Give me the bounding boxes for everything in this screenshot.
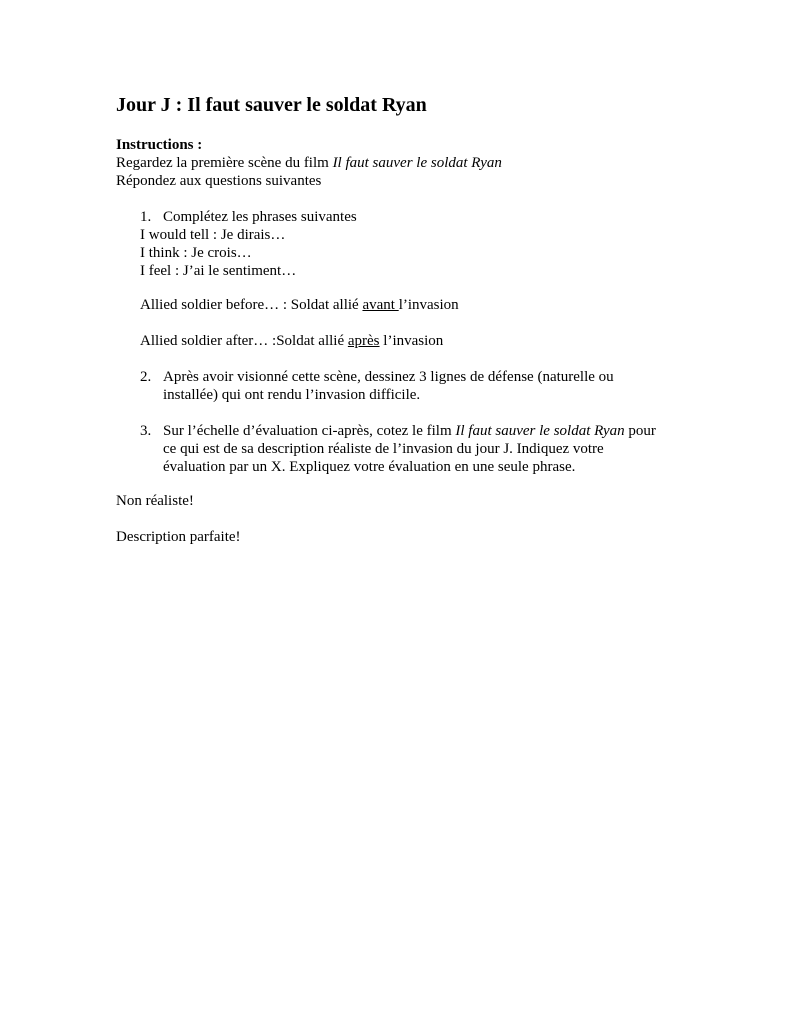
- scale-low-label: Non réaliste!: [116, 493, 194, 509]
- instructions-line-2: Répondez aux questions suivantes: [116, 173, 322, 189]
- allied-soldier-after: [140, 332, 443, 350]
- film-title-q3: Il faut sauver le soldat Ryan: [455, 423, 625, 439]
- question-3-prefix: Sur l’échelle d’évaluation ci-après, cotez le film: [163, 423, 456, 439]
- phrase-feel: I feel : J’ai le sentiment…: [140, 263, 297, 279]
- after-suffix: l’invasion: [379, 333, 444, 349]
- before-prefix: Allied soldier before… : Soldat allié: [140, 297, 363, 313]
- scale-high-label: Description parfaite!: [116, 529, 241, 545]
- instructions-line-1: [116, 154, 502, 172]
- phrase-think: I think : Je crois…: [140, 245, 252, 261]
- question-3-suffix: pour: [624, 423, 656, 439]
- question-2-line-1: Après avoir visionné cette scène, dessinez 3 lignes de défense (naturelle ou: [163, 369, 614, 385]
- before-word: avant: [362, 297, 399, 313]
- before-suffix: l’invasion: [398, 297, 459, 313]
- question-1-text: Complétez les phrases suivantes: [163, 209, 357, 225]
- question-2-number: 2.: [140, 369, 152, 385]
- question-3-line-2: ce qui est de sa description réaliste de l’invasion du jour J. Indiquez votre: [163, 441, 604, 457]
- after-prefix: Allied soldier after… :Soldat allié: [140, 333, 348, 349]
- after-word: après: [347, 333, 380, 349]
- question-3-line-1: [163, 422, 656, 440]
- instructions-heading: Instructions :: [116, 137, 203, 153]
- question-2-line-2: installée) qui ont rendu l’invasion difficile.: [163, 387, 421, 403]
- page-title: Jour J : Il faut sauver le soldat Ryan: [116, 94, 427, 116]
- question-3-number: 3.: [140, 423, 152, 439]
- question-1-number: 1.: [140, 209, 152, 225]
- instructions-line-1-text: Regardez la première scène du film: [116, 155, 333, 171]
- film-title: Il faut sauver le soldat Ryan: [332, 155, 502, 171]
- phrase-would-tell: I would tell : Je dirais…: [140, 227, 286, 243]
- allied-soldier-before: [140, 296, 459, 314]
- question-3-line-3: évaluation par un X. Expliquez votre évaluation en une seule phrase.: [163, 459, 576, 475]
